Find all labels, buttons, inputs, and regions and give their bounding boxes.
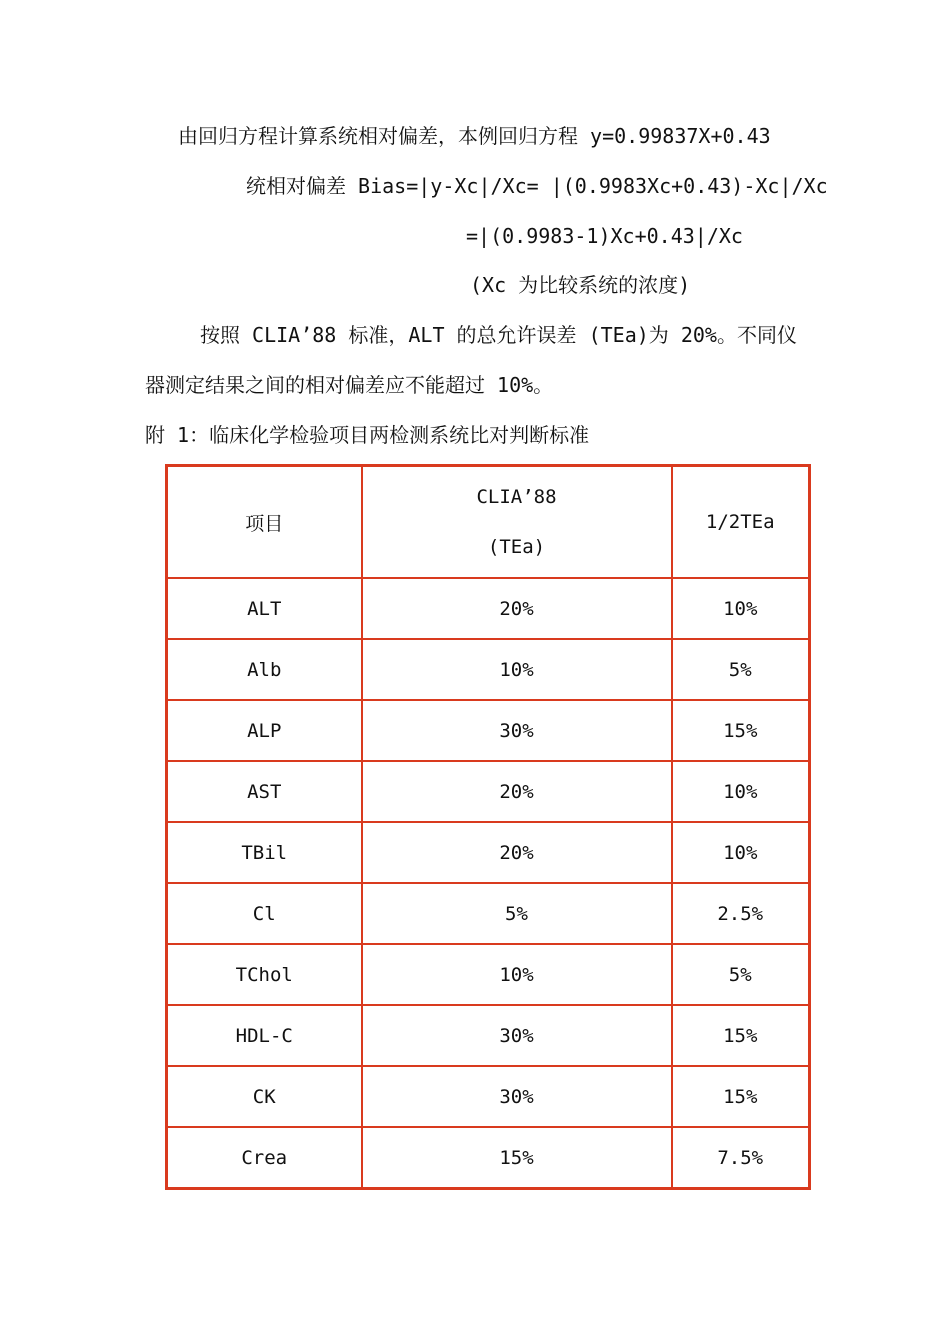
cell-item: HDL-C (167, 1005, 362, 1066)
table-header-row (167, 466, 810, 579)
cell-tea: 5% (362, 883, 672, 944)
table-row (167, 639, 810, 700)
table-caption: 附 1：临床化学检验项目两检测系统比对判断标准 (145, 423, 590, 447)
cell-half-tea: 10% (672, 578, 810, 639)
cell-item: CK (167, 1066, 362, 1127)
header-clia-line1: CLIA’88 (476, 486, 557, 508)
header-clia-line2: (TEa) (487, 536, 546, 558)
header-half-tea: 1/2TEa (672, 466, 810, 579)
paragraph-clia-standard: 按照 CLIA’88 标准，ALT 的总允许误差 (TEa)为 20%。不同仪 (200, 323, 797, 347)
table-row (167, 700, 810, 761)
cell-half-tea: 15% (672, 1066, 810, 1127)
table-row (167, 761, 810, 822)
cell-half-tea: 2.5% (672, 883, 810, 944)
cell-tea: 10% (362, 639, 672, 700)
cell-tea: 20% (362, 761, 672, 822)
cell-half-tea: 5% (672, 944, 810, 1005)
table-row (167, 944, 810, 1005)
cell-item: TChol (167, 944, 362, 1005)
table-row (167, 1066, 810, 1127)
header-item: 项目 (167, 466, 362, 579)
cell-half-tea: 15% (672, 1005, 810, 1066)
cell-item: AST (167, 761, 362, 822)
cell-tea: 30% (362, 700, 672, 761)
header-clia (362, 466, 672, 579)
cell-item: ALT (167, 578, 362, 639)
cell-tea: 15% (362, 1127, 672, 1189)
cell-half-tea: 10% (672, 761, 810, 822)
cell-half-tea: 15% (672, 700, 810, 761)
cell-half-tea: 7.5% (672, 1127, 810, 1189)
cell-tea: 20% (362, 822, 672, 883)
criteria-table (165, 464, 811, 1190)
table-row (167, 822, 810, 883)
cell-tea: 20% (362, 578, 672, 639)
paragraph-regression-equation: 由回归方程计算系统相对偏差，本例回归方程 y=0.99837X+0.43 (178, 124, 771, 148)
table-row (167, 578, 810, 639)
cell-item: Alb (167, 639, 362, 700)
cell-item: Crea (167, 1127, 362, 1189)
cell-half-tea: 10% (672, 822, 810, 883)
cell-tea: 10% (362, 944, 672, 1005)
cell-half-tea: 5% (672, 639, 810, 700)
paragraph-xc-note: (Xc 为比较系统的浓度) (470, 273, 691, 297)
cell-tea: 30% (362, 1066, 672, 1127)
cell-item: ALP (167, 700, 362, 761)
cell-item: TBil (167, 822, 362, 883)
cell-tea: 30% (362, 1005, 672, 1066)
paragraph-bias-formula: 统相对偏差 Bias=|y-Xc|/Xc= |(0.9983Xc+0.43)-Xc|/Xc (246, 174, 828, 198)
table-row (167, 1127, 810, 1189)
table-row (167, 1005, 810, 1066)
table-row (167, 883, 810, 944)
paragraph-bias-formula-continued: =|(0.9983-1)Xc+0.43|/Xc (466, 224, 743, 248)
cell-item: Cl (167, 883, 362, 944)
paragraph-clia-standard-continued: 器测定结果之间的相对偏差应不能超过 10%。 (145, 373, 554, 397)
